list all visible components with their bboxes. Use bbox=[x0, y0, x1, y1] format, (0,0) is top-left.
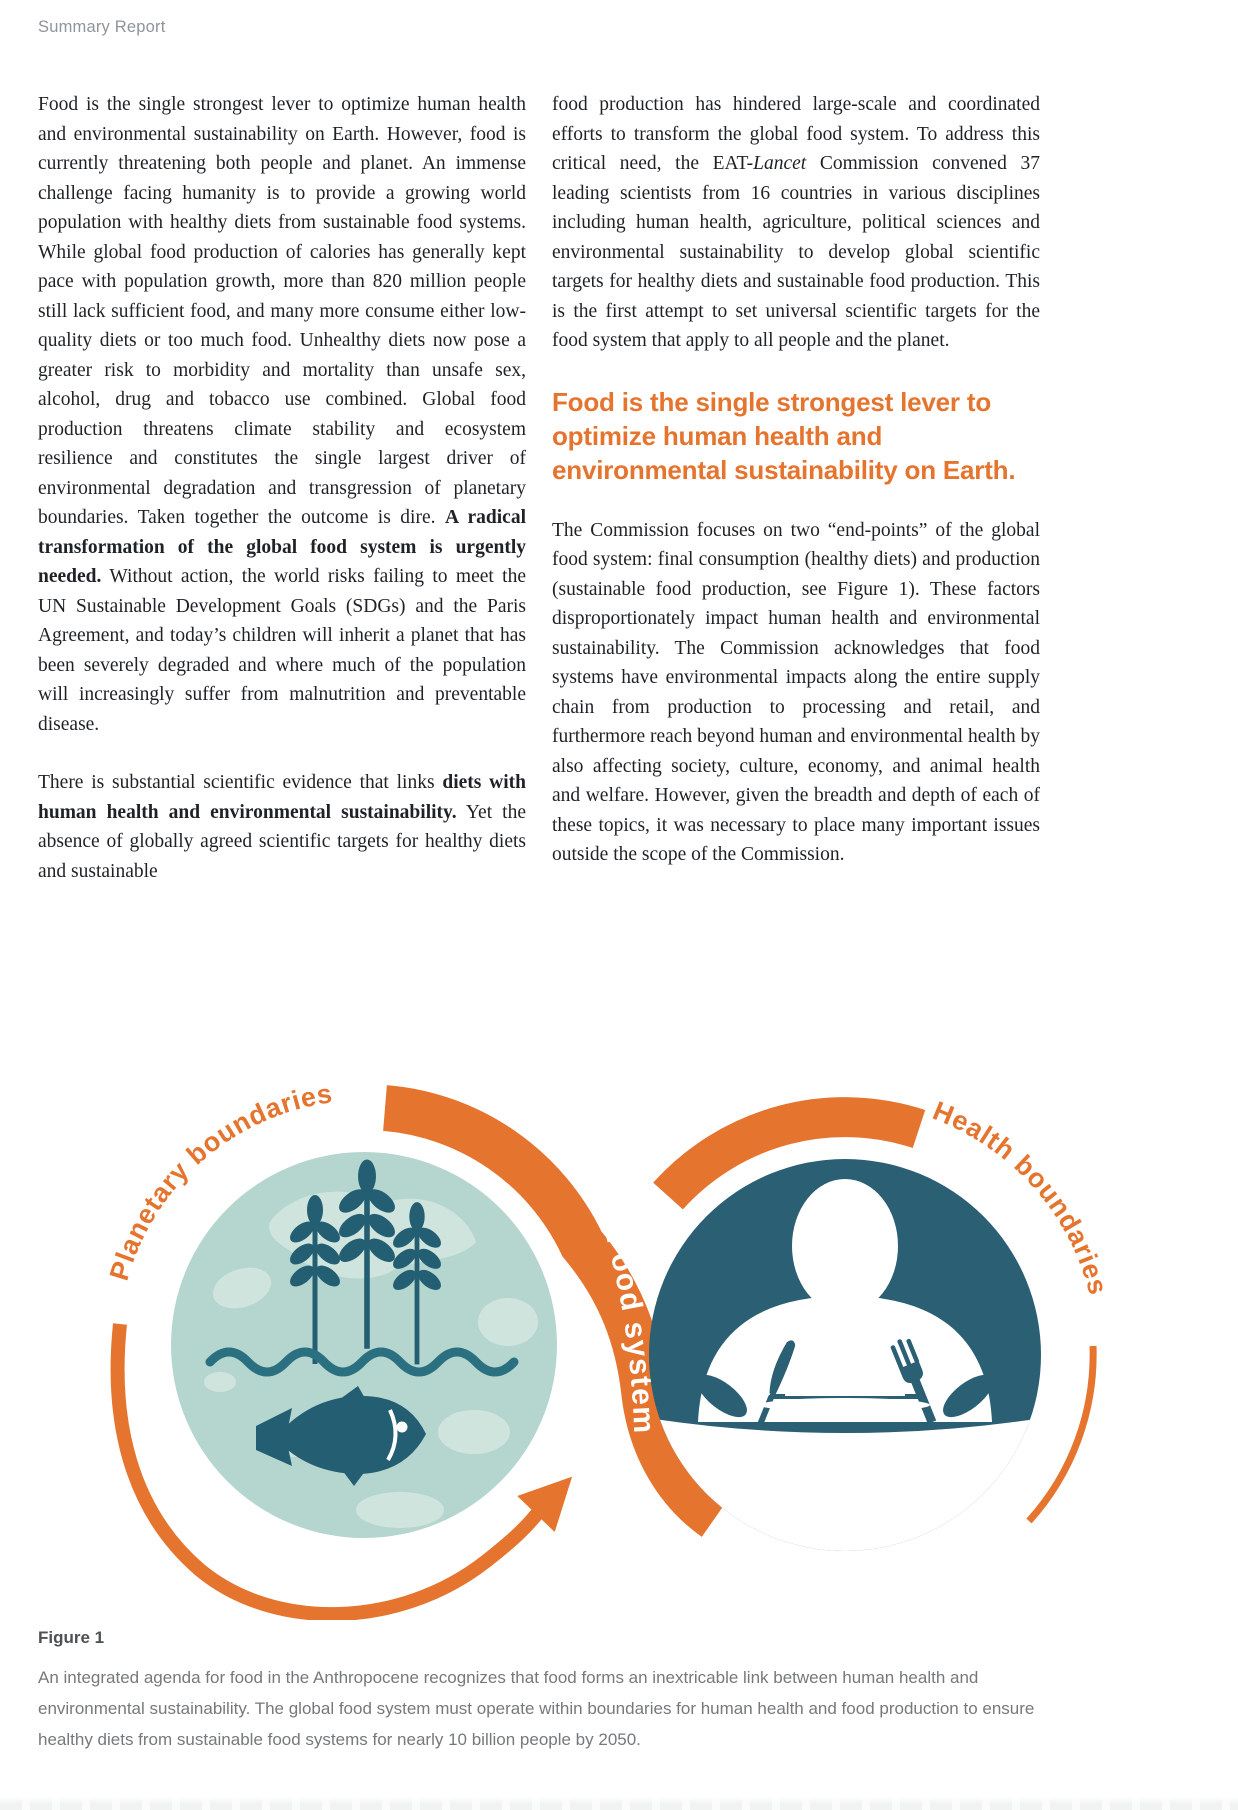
paragraph-1-text: Food is the single strongest lever to optimize human health and environmental sustainability on Earth. However, food is currently threatening both people and planet. An immense challenge facing humanity is to provide a growing world population with healthy diets from sustainable food systems. While global food production of calories has generally kept pace with population growth, more than 820 million people still lack sufficient food, and many more consume either low-quality diets or too much food. Unhealthy diets now pose a greater risk to morbidity and mortality than unsafe sex, alcohol, drug and tobacco use combined. Global food production threatens climate stability and ecosystem resilience and constitutes the single largest driver of environmental degradation and transgression of planetary boundaries. Taken together the outcome is dire. bbox=[38, 94, 526, 528]
paragraph-3-text: food production has hindered large-scale and coordinated efforts to transform the global food system. To address this critical need, the EAT- bbox=[552, 94, 1040, 174]
figure-caption-text: An integrated agenda for food in the Anthropocene recognizes that food forms an inextricable link between human health and environmental sustainability. The global food system must operate within boundaries for human health and food production to ensure healthy diets from sustainable food systems for nearly 10 billion people by 2050. bbox=[38, 1668, 1035, 1749]
paragraph-1-text-cont: Without action, the world risks failing to meet the UN Sustainable Development Goals (SDGs) and the Paris Agreement, and today’s children will inherit a planet that has been severely degraded and where much of the population will increasingly suffer from malnutrition and preventable disease. bbox=[38, 566, 526, 735]
paragraph-3 bbox=[552, 90, 1040, 356]
pull-quote-heading: Food is the single strongest lever to optimize human health and environmental sustainability on Earth. bbox=[552, 386, 1016, 485]
paragraph-2 bbox=[38, 768, 526, 886]
figure-caption bbox=[38, 1622, 1068, 1755]
planet-globe-icon bbox=[171, 1152, 557, 1538]
paragraph-1 bbox=[38, 90, 526, 739]
food-system-label: Food system bbox=[599, 1229, 661, 1436]
paragraph-1-bold: A radical transformation of the global food system is urgently needed. bbox=[38, 507, 526, 587]
paragraph-2-bold: diets with human health and environmental sustainability. bbox=[38, 772, 526, 823]
figure-caption-title: Figure 1 bbox=[38, 1628, 105, 1647]
figure-1 bbox=[70, 950, 1170, 1620]
next-page-edge bbox=[0, 1797, 1238, 1810]
paragraph-2-text: There is substantial scientific evidence that links bbox=[38, 772, 443, 793]
paragraph-3-text-cont: Commission convened 37 leading scientists from 16 countries in various disciplines including human health, agriculture, political sciences and environmental sustainability to develop global scientific targets for healthy diets and sustainable food production. This is the first attempt to set universal scientific targets for the food system that apply to all people and the planet. bbox=[552, 153, 1040, 351]
paragraph-2-text-cont: Yet the absence of globally agreed scientific targets for healthy diets and sustainable bbox=[38, 801, 526, 882]
column-right bbox=[552, 90, 1040, 886]
health-boundaries-label: Health boundaries bbox=[928, 1095, 1114, 1299]
body-columns bbox=[38, 90, 1040, 886]
planetary-boundaries-label: Planetary boundaries bbox=[103, 1078, 335, 1284]
paragraph-3-italic: Lancet bbox=[753, 153, 807, 174]
page-header-title: Summary Report bbox=[38, 18, 166, 36]
figure-1-graphic bbox=[70, 950, 1170, 1620]
paragraph-4: The Commission focuses on two “end-points” of the global food system: final consumption (healthy diets) and production (sustainable food production, see Figure 1). These factors disproportionately impact human health and environmental sustainability. The Commission acknowledges that food systems have environmental impacts along the entire supply chain from production to processing and retail, and furthermore reach beyond human and environmental health by also affecting society, culture, economy, and animal health and welfare. However, given the breadth and depth of each of these topics, it was necessary to place many important issues outside the scope of the Commission. bbox=[552, 519, 1040, 865]
table-icon bbox=[648, 1418, 1042, 1556]
column-left bbox=[38, 90, 526, 886]
